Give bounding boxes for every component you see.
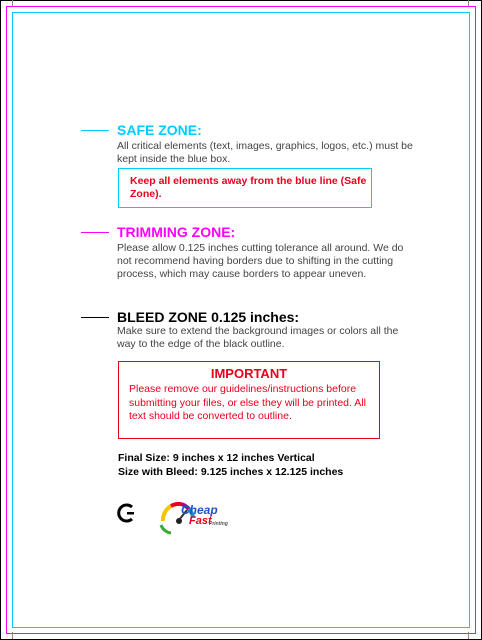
logo-word-fast: Fast bbox=[189, 515, 212, 527]
important-title: IMPORTANT bbox=[210, 366, 288, 381]
safe-zone-title: SAFE ZONE: bbox=[117, 122, 202, 138]
crop-mark-bottom-left bbox=[12, 632, 13, 639]
important-box bbox=[118, 361, 380, 439]
trimming-zone-line bbox=[81, 232, 109, 233]
trimming-zone-text: Please allow 0.125 inches cutting tolerance all around. We do not recommend having borders due to shifting in the cutting process, which may cause borders to appear uneven. bbox=[117, 242, 404, 280]
bleed-size: Size with Bleed: 9.125 inches x 12.125 inches bbox=[118, 466, 344, 478]
important-text: Please remove our guidelines/instructions before submitting your files, or else they will be printed. All text should be converted to outline. bbox=[129, 383, 366, 422]
safe-zone-text: All critical elements (text, images, graphics, logos, etc.) must be kept inside the blue box. bbox=[117, 140, 413, 165]
crop-mark-bottom-right bbox=[468, 632, 469, 639]
safe-zone-warning: Keep all elements away from the blue line (Safe Zone). bbox=[130, 175, 367, 200]
trimming-zone-title: TRIMMING ZONE: bbox=[117, 224, 236, 240]
size-info bbox=[118, 451, 343, 479]
cheap-fast-printing-logo bbox=[157, 497, 232, 537]
crop-mark-top-right bbox=[468, 0, 469, 6]
crop-mark-top-left bbox=[12, 0, 13, 6]
c-logo-icon bbox=[117, 502, 137, 524]
logo-word-printing: Printing bbox=[209, 521, 228, 527]
logo-word-cheap: Cheap bbox=[181, 503, 218, 517]
bleed-zone-line bbox=[81, 317, 109, 318]
final-size: Final Size: 9 inches x 12 inches Vertical bbox=[118, 452, 315, 464]
safe-zone-line bbox=[81, 130, 109, 131]
bleed-zone-title: BLEED ZONE 0.125 inches: bbox=[117, 309, 300, 325]
safe-zone-warning-box bbox=[118, 168, 372, 208]
bleed-zone-text: Make sure to extend the background images or colors all the way to the edge of the black outline. bbox=[117, 325, 399, 350]
